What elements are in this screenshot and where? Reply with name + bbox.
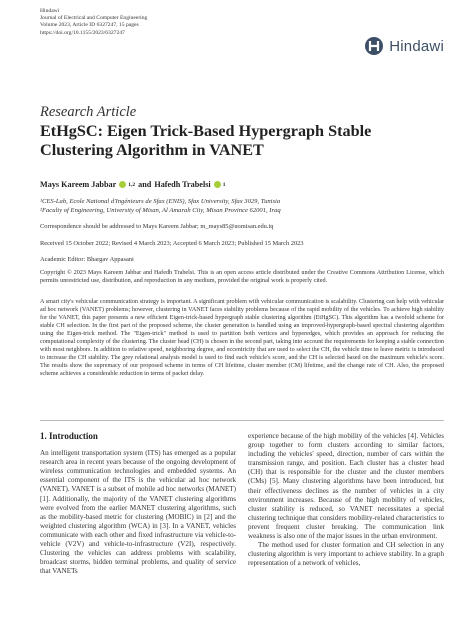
hindawi-logo-text: Hindawi: [389, 37, 444, 55]
intro-paragraph-2: experience because of the high mobility of the vehicles [4]. Vehicles group together to form clusters according to similar factors, including the vehicles' speed, direction, number of cars within the transmission range, and position. Each cluster has a cluster head (CH) that is responsible for the cluster and the cluster members (CMs) [5]. Many clustering algorithms have been introduced, but their effectiveness declines as the number of vehicles in a city environment increases. Because of the high mobility of vehicles, cluster stability is reduced, so VANET necessitates a special clustering technique that considers mobility-related characteristics to prevent frequent cluster breaking. The communication link weakness is also one of the major issues in the urban environment.: [248, 432, 444, 541]
affiliation-2: ²Faculty of Engineering, University of Misan, Al Amarah City, Misan Province 62001, Iraq: [40, 206, 281, 214]
correspondence: Correspondence should be addressed to Mays Kareem Jabbar; m_mays85@uomisan.edu.iq: [40, 223, 274, 230]
publication-dates: Received 15 October 2022; Revised 4 March 2023; Accepted 6 March 2023; Published 15 March 2023: [40, 240, 304, 247]
intro-paragraph-3: The method used for cluster formation and CH selection in any clustering algorithm is very important to achieve stability. In a graph representation of a network of vehicles,: [248, 541, 444, 568]
right-column: [248, 432, 444, 568]
left-column: [40, 432, 236, 576]
orcid-icon[interactable]: [119, 181, 126, 188]
hindawi-logo: [364, 36, 444, 56]
hindawi-logo-icon: [364, 36, 384, 56]
section-heading: 1. Introduction: [40, 431, 98, 441]
academic-editor: Academic Editor: Bhargav Appasani: [40, 256, 134, 263]
journal-meta: [40, 8, 147, 37]
paper-title: EtHgSC: Eigen Trick-Based Hypergraph Stable Clustering Algorithm in VANET: [40, 122, 372, 159]
journal-name: Journal of Electrical and Computer Engineering: [40, 15, 148, 22]
author-1-affil: 1,2: [128, 181, 136, 188]
publisher-name: Hindawi: [40, 8, 60, 14]
affiliations: [40, 198, 281, 215]
author-2[interactable]: Hafedh Trabelsi: [154, 180, 211, 189]
author-line: [40, 180, 225, 189]
doi-link[interactable]: https://doi.org/10.1155/2023/6327247: [40, 29, 125, 36]
copyright-notice: Copyright © 2023 Mays Kareem Jabbar and Hafedh Trabelsi. This is an open access article distributed under the Creative Commons Attribution License, which permits unrestricted use, distribution, and reproduction in any medium, provided the original work is properly cited.: [40, 269, 444, 284]
affiliation-1: ¹CES-Lab, Ecole National d'Ingénieurs de Sfax (ENIS), Sfax University, Sfax 3029, Tunisia: [40, 198, 281, 205]
section-divider: [40, 420, 444, 421]
volume-info: Volume 2023, Article ID 6327247, 15 pages: [40, 22, 139, 29]
abstract: A smart city's vehicular communication strategy is important. A significant problem with vehicular communication is scalability. Clustering can help with vehicular ad hoc network (VANET) problems; however, clustering in VANET faces stability problems because of the rapid mobility of the vehicles. To achieve high stability for the VANET, this paper presents a new efficient Eigen-trick-based hypergraph stable clustering algorithm (EtHgSC). This algorithm has a twofold scheme for stable CH selection. In the first part of the proposed scheme, the cluster generation is handled using an improved-hypergraph-based spectral clustering algorithm using the Eigen-trick method. The "Eigen-trick" method is used to partition both vertices and hyperedges, which provides an approach for reducing the computational complexity of the clustering. The cluster head (CH) is chosen in the second part, taking into account the requirements for keeping a stable connection with most neighbors. In addition to relative speed, neighboring degree, and eccentricity that are used to select the CH, the vehicle time to leave metric is introduced to increase the CH stability. The grey relational analysis model is used to find each vehicle's score, and the CH is selected based on the maximum vehicle's score. The results show the supremacy of our proposed scheme in terms of CH lifetime, cluster member (CM) lifetime, and the change rate of CH. Also, the proposed scheme achieves a considerable reduction in terms of packet delay.: [40, 299, 444, 377]
article-type: Research Article: [40, 104, 137, 120]
author-connector: and: [138, 180, 152, 189]
author-1[interactable]: Mays Kareem Jabbar: [40, 180, 117, 189]
intro-paragraph-1: An intelligent transportation system (ITS) has emerged as a popular research area in recent years because of the ongoing development of wireless communication technologies and embedded systems. An essential component of the ITS is the vehicular ad hoc network (VANET). VANET is a subset of mobile ad hoc networks (MANET) [1]. Additionally, the majority of the VANET clustering algorithms were evolved from the earlier MANET clustering algorithms, such as the mobility-based metric for clustering (MOBIC) in [2] and the weighted clustering algorithm (WCA) in [3]. In a VANET, vehicles communicate with each other and fixed infrastructure via vehicle-to-vehicle (V2V) and vehicle-to-infrastructure (V2I), respectively. Clustering the vehicles can address problems with scalability, broadcast storms, hidden terminal problems, and quality of service that VANETs: [40, 449, 236, 576]
author-2-affil: 1: [222, 181, 226, 188]
orcid-icon[interactable]: [214, 181, 221, 188]
